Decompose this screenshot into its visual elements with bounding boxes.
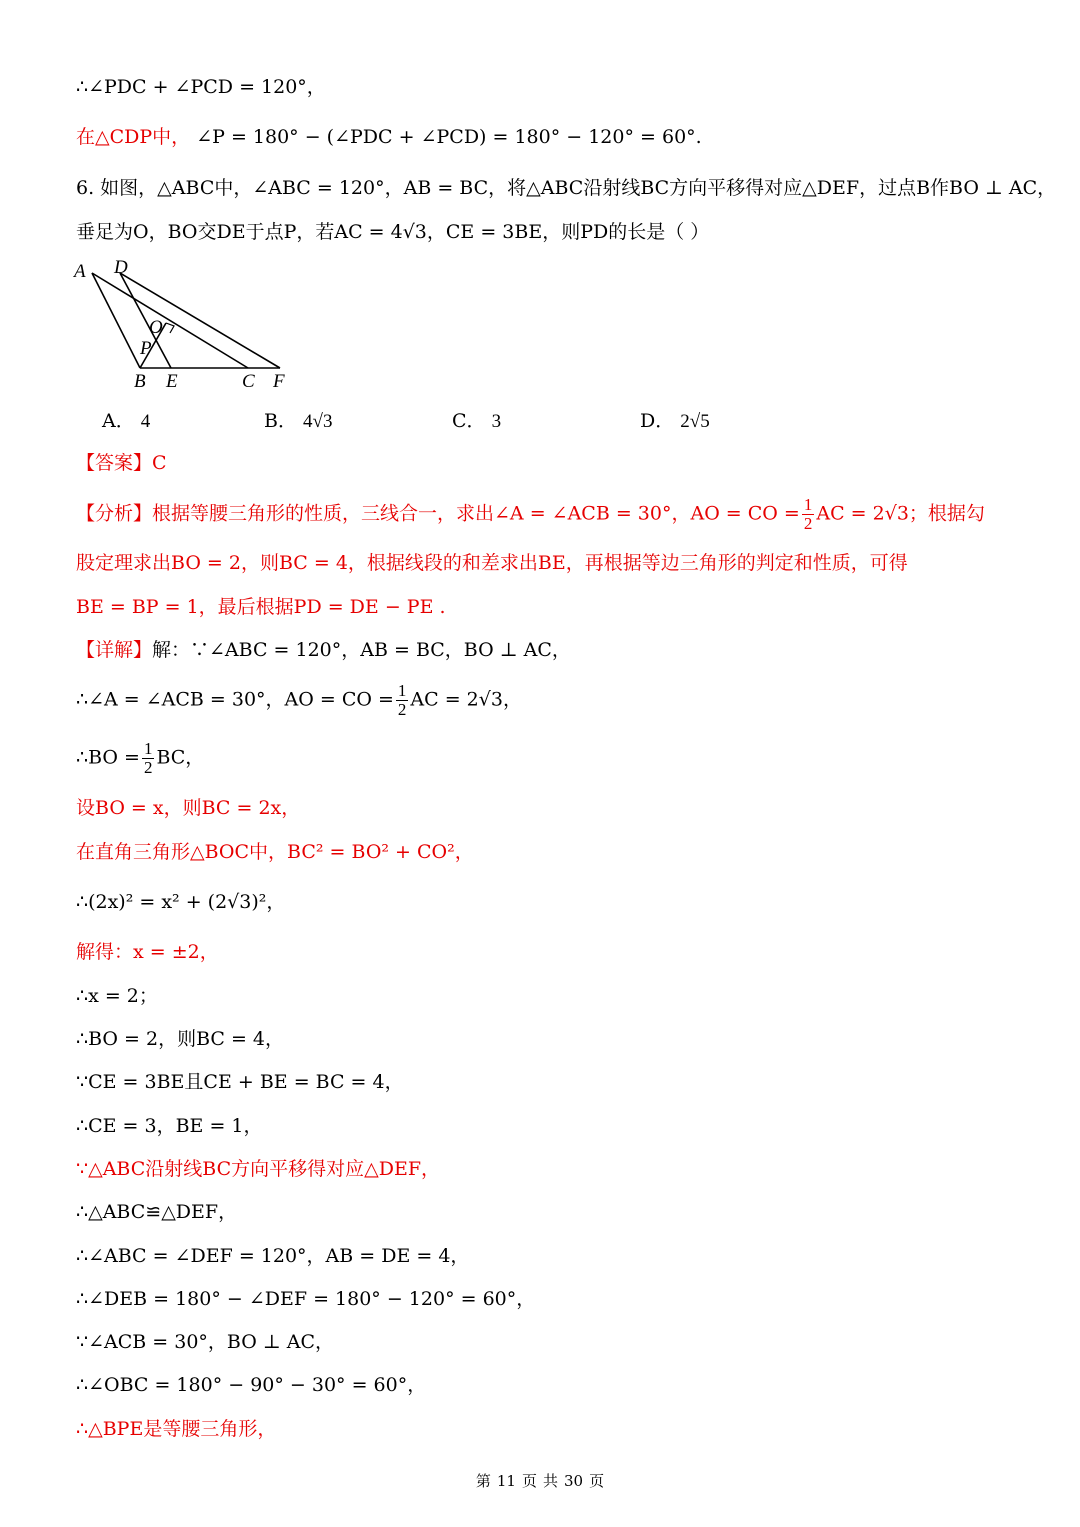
detail-line-7: 解得：x = ±2， (76, 941, 219, 963)
footer-total-pages: 30 (564, 1472, 584, 1490)
detail-line-6: ∴(2x)² = x² + (2√3)²， (76, 891, 286, 913)
footer-page-number: 11 (496, 1472, 516, 1490)
analysis-line-1 (76, 496, 985, 533)
footer-prefix: 第 (475, 1472, 491, 1490)
page-footer (0, 1470, 1080, 1491)
detail-line-9: ∴BO = 2，则BC = 4， (76, 1028, 285, 1050)
detail-line-2-fraction (396, 682, 409, 719)
detail-line-4: 设BO = x，则BC = 2x， (76, 797, 301, 819)
footer-page-word: 页 (521, 1472, 537, 1490)
choice-d-value: 2√5 (680, 411, 710, 432)
choice-a-value: 4 (140, 411, 151, 432)
detail-line-12: ∵△ABC沿射线BC方向平移得对应△DEF， (76, 1158, 441, 1180)
label-f: F (273, 371, 285, 390)
detail-line-18: ∴△BPE是等腰三角形， (76, 1418, 277, 1440)
question-6-line-2: 垂足为O，BO交DE于点P，若AC = 4√3，CE = 3BE，则PD的长是（ ） (76, 221, 710, 243)
choice-b (264, 408, 332, 435)
analysis-line-1-pre: 根据等腰三角形的性质，三线合一，求出∠A = ∠ACB = 30°，AO = CO = (152, 502, 800, 525)
detail-line-5: 在直角三角形△BOC中，BC² = BO² + CO²， (76, 841, 474, 863)
choice-c-label: C． (452, 410, 486, 432)
answer-tag: 【答案】 (76, 452, 153, 474)
line-angle-sum: ∴∠PDC + ∠PCD = 120°， (76, 76, 326, 98)
detail-line-17: ∴∠OBC = 180° − 90° − 30° = 60°， (76, 1374, 427, 1396)
footer-total-prefix: 共 (543, 1472, 559, 1490)
analysis-tag: 【分析】 (76, 502, 153, 525)
choice-d (640, 408, 710, 435)
detail-line-3-denominator: 2 (143, 758, 153, 777)
detail-line-2-numerator: 1 (397, 681, 407, 700)
line-triangle-cdp-math: ∠P = 180° − (∠PDC + ∠PCD) = 180° − 120° = 60°. (196, 126, 702, 148)
choice-a (102, 408, 150, 435)
detail-line-2-pre: ∴∠A = ∠ACB = 30°，AO = CO = (76, 688, 394, 711)
detail-line-3-numerator: 1 (143, 739, 153, 758)
detail-line-2 (76, 682, 522, 719)
answer-line (76, 450, 167, 476)
detail-line-2-denominator: 2 (397, 700, 407, 719)
detail-line-14: ∴∠ABC = ∠DEF = 120°，AB = DE = 4， (76, 1245, 470, 1267)
choice-b-value: 4√3 (303, 411, 333, 432)
detail-line-2-post: AC = 2√3， (410, 688, 522, 711)
label-a: A (74, 261, 86, 282)
detail-line-1-text: 解：∵∠ABC = 120°，AB = BC，BO ⊥ AC， (152, 639, 571, 661)
detail-line-10: ∵CE = 3BE且CE + BE = BC = 4， (76, 1071, 404, 1093)
answer-value: C (152, 452, 167, 474)
detail-line-15: ∴∠DEB = 180° − ∠DEF = 180° − 120° = 60°， (76, 1288, 536, 1310)
line-triangle-cdp (76, 124, 702, 150)
analysis-fraction (802, 496, 815, 533)
detail-line-3 (76, 740, 204, 777)
choice-c-value: 3 (491, 411, 502, 432)
analysis-fraction-denominator: 2 (803, 514, 813, 533)
analysis-line-2: 股定理求出BO = 2，则BC = 4，根据线段的和差求出BE，再根据等边三角形的判定和性质，可得 (76, 552, 908, 574)
detail-line-3-pre: ∴BO = (76, 746, 140, 769)
choice-c (452, 408, 501, 435)
label-p: P (140, 338, 152, 359)
detail-line-8: ∴x = 2； (76, 985, 158, 1007)
choice-b-label: B． (264, 410, 297, 432)
question-6-line-1: 6. 如图，△ABC中，∠ABC = 120°，AB = BC，将△ABC沿射线BC方向平移得对应△DEF，过点B作BO ⊥ AC， (76, 177, 1057, 199)
right-angle-mark (166, 323, 174, 333)
detail-line-16: ∵∠ACB = 30°，BO ⊥ AC， (76, 1331, 335, 1353)
label-d: D (114, 257, 128, 278)
choice-a-label: A． (102, 410, 135, 432)
analysis-line-1-post: AC = 2√3；根据勾 (816, 502, 985, 525)
detail-line-3-fraction (142, 740, 155, 777)
choice-d-label: D． (640, 410, 675, 432)
detail-line-3-post: BC， (156, 746, 205, 769)
geometry-figure (70, 255, 310, 390)
label-c: C (242, 371, 255, 390)
label-o: O (149, 317, 163, 338)
line-triangle-cdp-prefix: 在△CDP中， (76, 126, 191, 148)
detail-tag: 【详解】 (76, 639, 153, 661)
analysis-line-3: BE = BP = 1，最后根据PD = DE − PE . (76, 596, 446, 618)
detail-line-1 (76, 637, 571, 663)
label-e: E (166, 371, 178, 390)
detail-line-11: ∴CE = 3，BE = 1， (76, 1115, 263, 1137)
detail-line-13: ∴△ABC≌△DEF， (76, 1201, 238, 1223)
footer-total-suffix: 页 (589, 1472, 605, 1490)
analysis-fraction-numerator: 1 (803, 495, 813, 514)
label-b: B (134, 371, 146, 390)
